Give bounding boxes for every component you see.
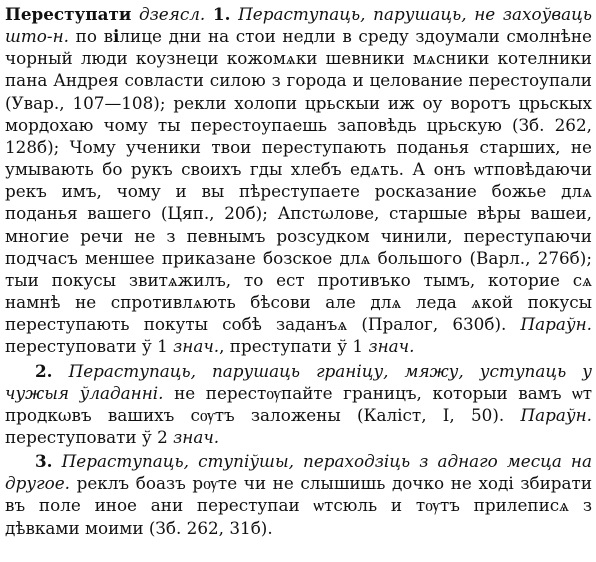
sense-1-znach-2: знач.: [368, 336, 415, 357]
sense-2-parallel-text: переступовати ў 2: [5, 426, 168, 447]
part-of-speech: дзеясл.: [138, 4, 206, 24]
sense-2: [5, 360, 592, 449]
sense-2-gloss: Пераступаць, парушаць граніцу, мяжу, уступаць у чужыя ўладанні.: [5, 360, 593, 403]
sense-2-znach: знач.: [173, 426, 220, 447]
sense-3-gloss: Пераступаць, ступіўшы, пераходзіць з аднаго месца на другое.: [5, 451, 592, 494]
sense-3: [5, 450, 592, 539]
sense-1-znach-1: знач.: [173, 336, 220, 357]
sense-3-citations: реклъ боазъ рѹте чи не слышишь дочко не ході збирати въ поле иное ани переступаи ѡтсюль и тѹтъ прилеписѧ з дѣвками моими (Зб. 262, 31б).: [5, 473, 593, 538]
sense-1-parallel-label: Параўн.: [520, 314, 592, 335]
sense-2-citations: не перестѹпайте границъ, которыи вамъ ѡт продкωвъ вашихъ сѹтъ заложены (Каліст, I, 50).: [5, 382, 592, 425]
sense-1-parallel-text: переступовати ў 1: [5, 336, 168, 357]
sense-2-number: 2.: [35, 360, 53, 381]
sense-1-parallel-text-2: , преступати ў 1: [219, 336, 364, 357]
sense-1-gloss: Пераступаць, парушаць, не захоўваць што-н.: [5, 4, 592, 47]
headword: Переступати: [5, 4, 132, 24]
sense-1: [5, 3, 592, 358]
sense-2-parallel-label: Параўн.: [520, 404, 592, 425]
sense-1-number: 1.: [212, 4, 231, 24]
sense-3-number: 3.: [35, 451, 53, 472]
sense-1-citations: по вℹлице дни на стои недли в среду здоумали смолнѣне чорный люди коузнеци кожомѧки шевники мѧсники котелники пана Андрея совласти силою з города и целование перестоупали (Увар., 107—108); рекли холопи црьскыи иж оу воротъ црьскых мордохаю чому ты перестоупаешь заповѣдь црьскую (Зб. 262, 128б); Чому ученики твои переступають поданья старших, не умывають бо рукъ своихъ гды хлебъ едѧть. А онъ ѡтповѣдаючи рекъ имъ, чому и вы пѣреступаете росказание божье длѧ поданья вашего (Цяп., 20б); Апстωлове, старшые вѣры вашеи, многие речи не з певнымъ розсудком чинили, переступаючи подчасъ меншее приказане бозское длѧ большого (Варл., 276б); тыи покусы звитѧжилъ, то ест противъко тымъ, которие сѧ намнѣ не спротивлѧють бѣсови але длѧ леда ѧкой покусы переступають покуты собѣ заданъѧ (Пралог, 630б).: [5, 26, 592, 335]
